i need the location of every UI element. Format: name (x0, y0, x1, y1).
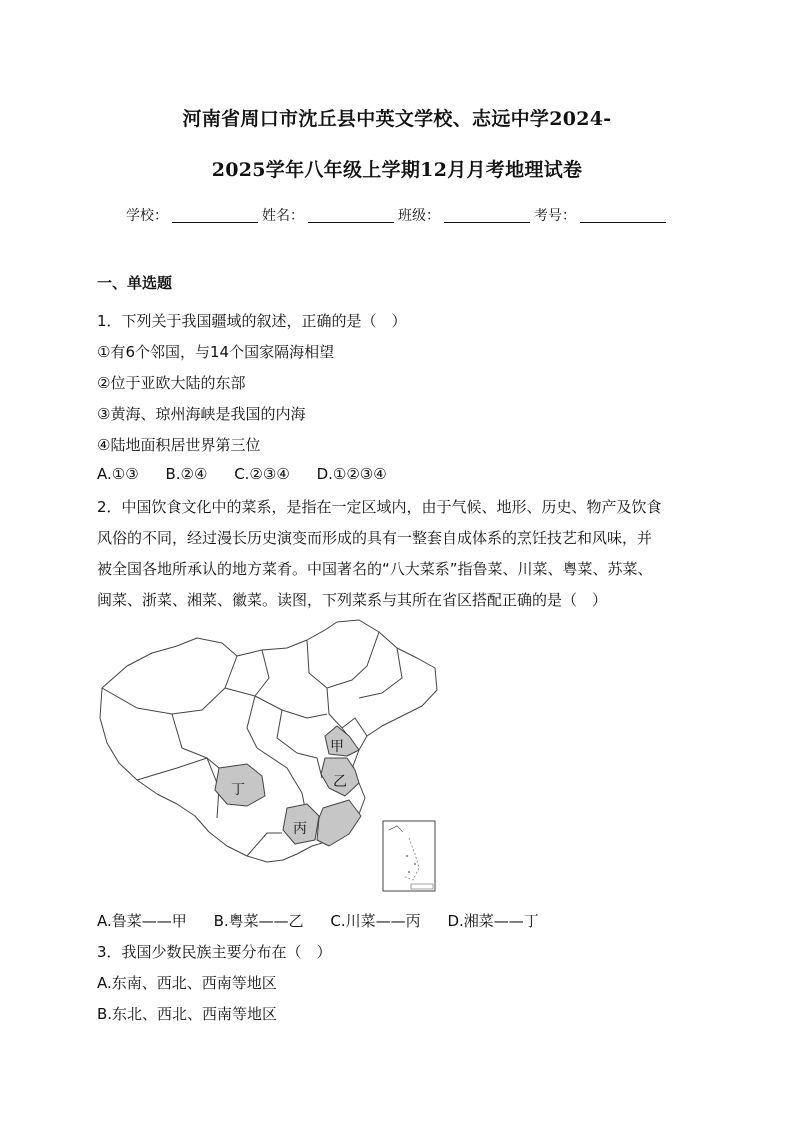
class-blank[interactable] (444, 208, 530, 223)
south-china-sea-inset (383, 821, 435, 891)
q2-line-1: 2．中国饮食文化中的菜系，是指在一定区域内，由于气候、地形、历史、物产及饮食 (97, 498, 662, 516)
q1-options (97, 465, 409, 483)
number-label: 考号： (534, 208, 576, 224)
student-info-row (126, 205, 670, 225)
q2-option-d[interactable]: D.湘菜——丁 (447, 912, 539, 930)
q1-statement-2: ②位于亚欧大陆的东部 (97, 374, 246, 392)
q1-statement-4: ④陆地面积居世界第三位 (97, 436, 261, 454)
q1-option-c[interactable]: C.②③④ (234, 465, 290, 483)
q2-line-3: 被全国各地所承认的地方菜肴。中国著名的“八大菜系”指鲁菜、川菜、粤菜、苏菜、 (97, 560, 653, 578)
q2-line-2: 风俗的不同，经过漫长历史演变而形成的具有一整套自成体系的烹饪技艺和风味，并 (97, 529, 653, 547)
name-blank[interactable] (308, 208, 394, 223)
q3-option-b[interactable]: B.东北、西北、西南等地区 (97, 1005, 278, 1023)
q2-option-c[interactable]: C.川菜——丙 (330, 912, 421, 930)
class-label: 班级： (398, 208, 440, 224)
map-label-bing: 丙 (293, 821, 307, 837)
q2-option-a[interactable]: A.鲁菜——甲 (97, 912, 187, 930)
q1-option-a[interactable]: A.①③ (97, 465, 139, 483)
q2-options (97, 910, 561, 931)
map-label-yi: 乙 (333, 774, 347, 790)
q3-option-a[interactable]: A.东南、西北、西南等地区 (97, 974, 277, 992)
title-line-2: 2025学年八年级上学期12月月考地理试卷 (211, 159, 583, 181)
map-label-jia: 甲 (330, 739, 344, 755)
q1-statement-1: ①有6个邻国，与14个国家隔海相望 (97, 343, 335, 361)
name-label: 姓名： (262, 208, 304, 224)
school-blank[interactable] (172, 208, 258, 223)
number-blank[interactable] (580, 208, 666, 223)
q3-stem: 3．我国少数民族主要分布在（ ） (97, 943, 332, 961)
q1-option-d[interactable]: D.①②③④ (316, 465, 387, 483)
q1-option-b[interactable]: B.②④ (165, 465, 208, 483)
q2-line-4: 闽菜、浙菜、湘菜、徽菜。读图，下列菜系与其所在省区搭配正确的是（ ） (97, 591, 608, 609)
section-heading: 一、单选题 (97, 274, 173, 292)
q1-statement-3: ③黄海、琼州海峡是我国的内海 (97, 405, 306, 423)
q2-option-b[interactable]: B.粤菜——乙 (213, 912, 304, 930)
china-provinces-map (97, 618, 442, 896)
title-line-1: 河南省周口市沈丘县中英文学校、志远中学2024- (182, 108, 612, 130)
q1-stem: 1．下列关于我国疆域的叙述，正确的是（ ） (97, 312, 407, 330)
map-label-ding: 丁 (231, 782, 245, 798)
school-label: 学校： (126, 208, 168, 224)
